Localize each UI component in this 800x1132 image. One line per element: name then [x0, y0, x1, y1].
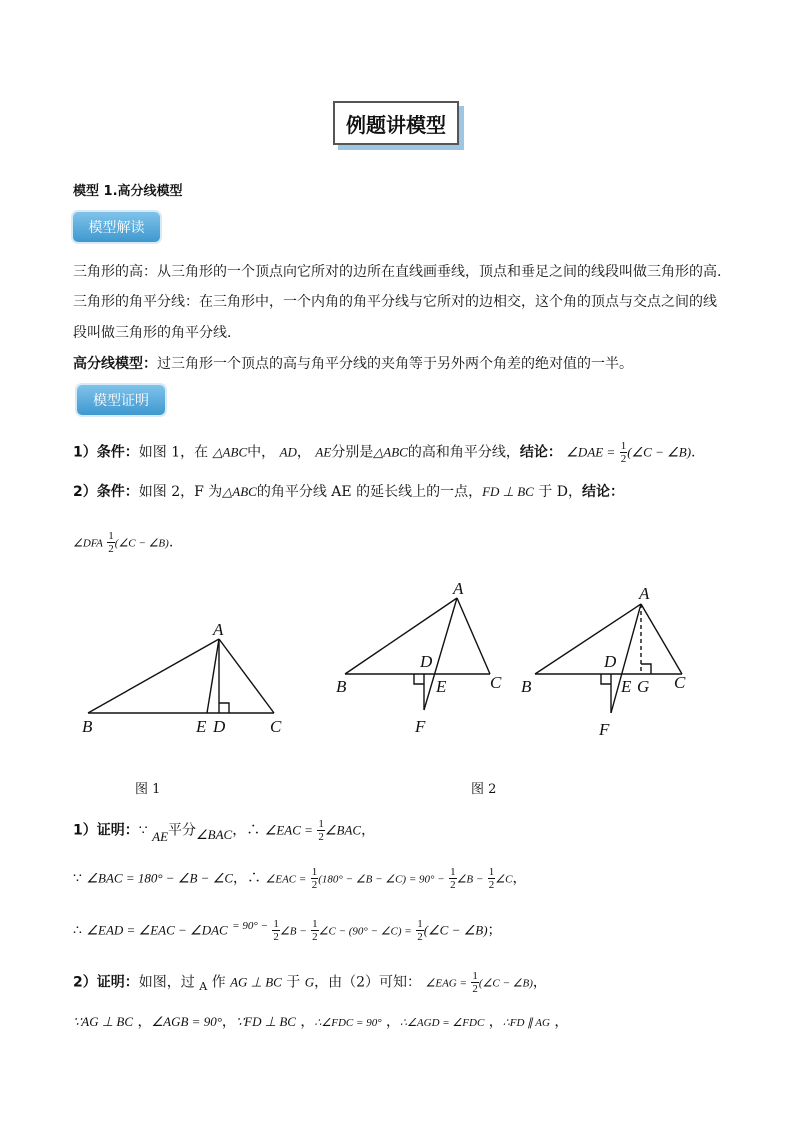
proof-1c-expr1: = 90° −: [232, 919, 268, 932]
figure-1-diagram: [78, 615, 298, 745]
proof-1c-fraction-1: [272, 918, 280, 943]
condition-2-text-b: 的角平分线 AE 的延长线上的一点，: [256, 484, 483, 500]
fig2l-label-e: E: [436, 677, 447, 696]
proof-2-fraction-den: 2: [472, 983, 478, 995]
proof-2b-comma-2: ，: [221, 1014, 236, 1030]
bisector-definition-line1: 三角形的角平分线：在三角形中，一个内角的角平分线与它所对的边相交，这个角的顶点与交点之间的线: [73, 294, 717, 310]
fig2l-label-c: C: [490, 673, 502, 692]
proof-1-because: ∵: [138, 822, 148, 839]
proof-1-eac: ∠EAC =: [264, 822, 313, 838]
proof-1c-f1-num: 1: [273, 918, 279, 930]
conclusion-1-angle: ∠DAE =: [566, 444, 616, 460]
badge-model-proof: 模型证明: [77, 385, 165, 415]
fig2l-label-b: B: [336, 677, 347, 696]
fig1-side-ab: [88, 639, 219, 713]
proof-1b-f3-den: 2: [488, 879, 495, 891]
proof-2-ag-perp-bc: AG ⊥ BC: [230, 974, 282, 990]
fig2r-label-g: G: [637, 677, 650, 696]
triangle-abc-3: △ABC: [222, 484, 257, 499]
proof-1b-f2-den: 2: [450, 879, 456, 891]
proof-1-line-2: [73, 866, 526, 891]
proof-1c-f3-num: 1: [417, 918, 423, 930]
proof-1-therefore: ∴: [246, 822, 261, 839]
figure-2-right-diagram: [515, 575, 705, 745]
proof-1b-comma: ，: [233, 870, 248, 887]
fd-perp-bc: FD ⊥ BC: [482, 484, 534, 499]
condition-2-text-a: 如图 2，F 为: [138, 484, 223, 500]
fig1-side-ac: [219, 639, 274, 713]
proof-1c-b: ∠B −: [279, 925, 307, 938]
fig2l-side-ab: [345, 598, 457, 674]
proof-1-comma: ，: [232, 822, 247, 839]
fig2l-label-d: D: [420, 652, 433, 671]
proof-1b-b: ∠B −: [456, 873, 484, 886]
proof-2-paren: (∠C − ∠B): [478, 977, 533, 990]
proof-1b-because: ∵: [73, 870, 82, 887]
conclusion-1-label: 结论：: [519, 444, 562, 461]
proof-1b-f3-num: 1: [488, 866, 495, 878]
fig1-label-c: C: [270, 717, 282, 736]
proof-1b-f1-den: 2: [311, 879, 318, 891]
model-statement-text: 过三角形一个顶点的高与角平分线的夹角等于另外两个角差的绝对值的一半。: [157, 356, 633, 372]
proof-1b-c: ∠C: [495, 873, 513, 886]
condition-1: [73, 440, 696, 465]
fraction-numerator-2: 1: [108, 530, 114, 542]
proof-2-text-a: 如图，过: [138, 974, 195, 991]
proof-1b-bac: ∠BAC = 180° − ∠B − ∠C: [86, 870, 234, 886]
condition-2: [73, 482, 624, 502]
proof-1-label: 1）证明：: [73, 822, 139, 839]
proof-1b-paren: (180° − ∠B − ∠C) = 90° −: [318, 873, 445, 886]
fig2l-label-f: F: [415, 717, 426, 736]
proof-2b-parallel: ∴FD ∥ AG: [502, 1017, 550, 1029]
fig2r-right-angle-mark-g: [641, 664, 651, 674]
fraction-half-2: [107, 530, 115, 555]
proof-2-eag: ∠EAG =: [425, 977, 467, 990]
fig2r-label-d: D: [604, 652, 617, 671]
condition-1-comma: ，: [296, 444, 311, 461]
proof-1-line-3: [73, 918, 502, 943]
fig2l-label-a: A: [453, 579, 464, 598]
conclusion-2-dot: .: [168, 534, 174, 551]
proof-1b-f1-num: 1: [311, 866, 318, 878]
fig2l-side-ac: [457, 598, 490, 674]
condition-1-text-b: 中，: [247, 444, 276, 461]
figure-2-left-diagram: [330, 575, 510, 745]
proof-1-fraction: [317, 818, 325, 843]
proof-1b-f2-num: 1: [450, 866, 456, 878]
fig2r-label-b: B: [521, 677, 532, 696]
proof-1c-f2-num: 1: [312, 918, 318, 930]
figure-1-caption: 图 1: [135, 782, 161, 797]
triangle-abc-2: △ABC: [373, 444, 408, 460]
proof-2b-end: ，: [554, 1014, 569, 1030]
proof-1c-fraction-3: [416, 918, 424, 943]
fraction-denominator-2: 2: [108, 543, 114, 555]
proof-2b-agb: ∠AGB = 90°: [151, 1014, 222, 1029]
proof-2b-agd: ∴∠AGD = ∠FDC: [400, 1017, 485, 1029]
altitude-definition: 三角形的高：从三角形的一个顶点向它所对的边所在直线画垂线，顶点和垂足之间的线段叫做三角形的高.: [73, 264, 722, 280]
proof-2b-fdc: ∴∠FDC = 90°: [314, 1017, 382, 1029]
fig2r-right-angle-mark-d: [601, 674, 611, 684]
proof-2-text-c: 于: [286, 974, 301, 991]
proof-2-label: 2）证明：: [73, 974, 139, 991]
proof-1b-end: ，: [512, 870, 527, 887]
proof-1-bac: ∠BAC: [196, 826, 233, 842]
proof-2-fraction: [471, 970, 479, 995]
proof-1-line-1: [73, 818, 375, 843]
fig2r-label-e: E: [621, 677, 632, 696]
conclusion-1-paren: (∠C − ∠B): [627, 444, 692, 460]
proof-2b-comma-1: ，: [137, 1014, 152, 1030]
bisector-definition-line2: 段叫做三角形的角平分线.: [73, 325, 232, 341]
proof-1b-therefore: ∴: [247, 870, 262, 887]
proof-2b-fd-perp: ∵FD ⊥ BC: [235, 1014, 296, 1029]
fig1-label-a: A: [213, 620, 224, 639]
conclusion-2-paren: (∠C − ∠B): [114, 537, 169, 550]
fig2r-label-c: C: [674, 673, 686, 692]
conclusion-2-angle: ∠DFA: [73, 537, 103, 550]
model-heading: 模型 1.高分线模型: [73, 184, 183, 199]
proof-2b-comma-5: ，: [488, 1014, 503, 1030]
condition-2-text-c: 于 D，: [538, 484, 582, 500]
proof-1c-f3-den: 2: [417, 931, 423, 943]
fig2r-label-a: A: [639, 584, 650, 603]
fig2l-right-angle-mark: [414, 674, 424, 684]
proof-2-text-d: ，由（2）可知：: [314, 974, 422, 991]
proof-1b-eac: ∠EAC =: [265, 873, 307, 886]
proof-2-line-2: [73, 1012, 568, 1033]
proof-1-ae: AE: [152, 828, 169, 844]
fig1-label-d: D: [213, 717, 226, 736]
proof-1c-expr2: ∠C − (90° − ∠C) =: [318, 925, 412, 938]
condition-2-label: 2）条件：: [73, 484, 139, 500]
fig1-bisector-ae: [207, 639, 219, 713]
condition-1-text-d: 的高和角平分线，: [407, 444, 520, 461]
condition-1-text-a: 如图 1，在: [138, 444, 209, 461]
proof-2-point-g: G: [304, 974, 315, 990]
proof-2-point-a: A: [199, 979, 208, 993]
condition-1-label: 1）条件：: [73, 444, 139, 461]
fig2r-label-f: F: [599, 720, 610, 739]
conclusion-2-label: 结论：: [581, 484, 624, 500]
proof-2-line-1: [73, 970, 547, 995]
conclusion-2: [73, 530, 173, 555]
fraction-numerator: 1: [620, 440, 627, 452]
figure-2-caption: 图 2: [471, 782, 497, 797]
fraction-denominator: 2: [620, 453, 627, 465]
fig1-label-e: E: [196, 717, 207, 736]
proof-2b-comma-3: ，: [300, 1014, 315, 1030]
proof-1c-f2-den: 2: [312, 931, 318, 943]
proof-1c-therefore: ∴: [73, 922, 82, 939]
fig1-right-angle-mark: [219, 703, 229, 713]
proof-1c-paren: (∠C − ∠B): [423, 922, 488, 938]
conclusion-1-dot: .: [691, 444, 696, 461]
proof-1c-f1-den: 2: [273, 931, 279, 943]
proof-1c-end: ；: [487, 922, 502, 939]
proof-1b-fraction-2: [449, 866, 457, 891]
proof-1c-fraction-2: [311, 918, 319, 943]
proof-1-fraction-den: 2: [318, 831, 324, 843]
proof-1-end: ，: [361, 822, 376, 839]
proof-1-bisect: 平分: [168, 822, 197, 839]
segment-ae: AE: [315, 444, 332, 460]
model-statement-label: 高分线模型：: [73, 356, 157, 372]
section-title: 例题讲模型: [333, 101, 459, 145]
segment-ad: AD: [279, 444, 297, 460]
fig1-label-b: B: [82, 717, 93, 736]
triangle-abc: △ABC: [212, 444, 248, 460]
proof-1-fraction-num: 1: [318, 818, 324, 830]
proof-2-fraction-num: 1: [472, 970, 478, 982]
proof-1-bac-2: ∠BAC: [324, 822, 362, 838]
proof-2b-comma-4: ，: [386, 1014, 401, 1030]
model-statement: [73, 354, 633, 374]
badge-model-interpretation: 模型解读: [73, 212, 160, 242]
condition-1-text-c: 分别是: [331, 444, 374, 461]
proof-1c-ead: ∠EAD = ∠EAC − ∠DAC: [86, 922, 228, 938]
proof-2-end: ，: [532, 974, 547, 991]
proof-2-text-b: 作: [211, 974, 226, 991]
proof-2b-ag-perp: ∵AG ⊥ BC: [73, 1014, 134, 1029]
